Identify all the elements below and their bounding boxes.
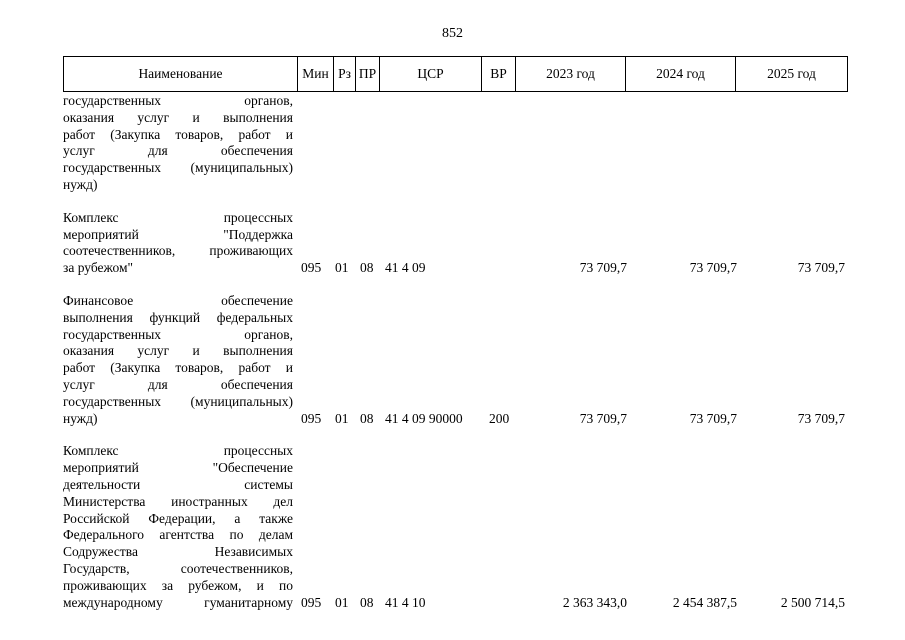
cell-rz: 01 [335,594,349,610]
name-line: Комплекс процессных [63,443,293,459]
name-line: Федерального агентства по делам [63,527,293,543]
cell-2023: 73 709,7 [579,410,627,426]
header-name: Наименование [64,57,298,92]
name-line: нужд) [63,176,98,192]
name-line: работ (Закупка товаров, работ и [63,126,293,142]
name-line: услуг для обеспечения [63,143,293,159]
name-line: проживающих за рубежом, и по [63,577,293,593]
name-line: оказания услуг и выполнения [63,343,293,359]
cell-2025: 2 500 714,5 [780,594,845,610]
row-name [63,93,293,194]
cell-2023: 2 363 343,0 [562,594,627,610]
cell-pr: 08 [360,594,374,610]
name-line: государственных (муниципальных) [63,160,293,176]
cell-rz: 01 [335,260,349,276]
cell-2025: 73 709,7 [797,410,845,426]
row-values [63,260,847,277]
name-line: государственных (муниципальных) [63,393,293,409]
name-line: Содружества Независимых [63,544,293,560]
cell-pr: 08 [360,260,374,276]
header-vr: ВР [482,57,516,92]
header-2024: 2024 год [626,57,736,92]
name-line: государственных органов, [63,326,293,342]
name-line: нужд) [63,410,98,426]
name-line: Министерства иностранных дел [63,493,293,509]
name-line: международному гуманитарному [63,594,293,610]
name-line: выполнения функций федеральных [63,309,293,325]
cell-rz: 01 [335,410,349,426]
page-number: 852 [442,26,463,41]
table-row [63,443,847,611]
header-csr: ЦСР [380,57,482,92]
cell-vr: 200 [489,410,510,426]
cell-min: 095 [301,260,322,276]
cell-2024: 2 454 387,5 [672,594,737,610]
row-values [63,595,847,612]
cell-2024: 73 709,7 [689,260,737,276]
name-line: Российской Федерации, а также [63,510,293,526]
name-line: работ (Закупка товаров, работ и [63,360,293,376]
cell-csr: 41 4 10 [385,594,426,610]
cell-min: 095 [301,594,322,610]
name-line: оказания услуг и выполнения [63,109,293,125]
name-line: Комплекс процессных [63,209,293,225]
cell-csr: 41 4 09 [385,260,426,276]
name-line: Государств, соотечественников, [63,560,293,576]
name-line: за рубежом" [63,260,134,276]
header-2023: 2023 год [516,57,626,92]
table-body [63,93,847,611]
row-values [63,411,847,428]
row-name [63,293,293,427]
name-line: деятельности системы [63,476,293,492]
table-row [63,210,847,277]
header-rz: Рз [334,57,356,92]
cell-min: 095 [301,410,322,426]
name-line: соотечественников, проживающих [63,243,293,259]
name-line: государственных органов, [63,93,293,108]
header-pr: ПР [356,57,380,92]
name-line: услуг для обеспечения [63,376,293,392]
table-row [63,293,847,427]
cell-2025: 73 709,7 [797,260,845,276]
cell-2024: 73 709,7 [689,410,737,426]
table-row [63,93,847,194]
header-min: Мин [298,57,334,92]
header-2025: 2025 год [736,57,848,92]
cell-2023: 73 709,7 [579,260,627,276]
row-name [63,443,293,611]
table-header [63,56,848,92]
name-line: мероприятий "Обеспечение [63,460,293,476]
name-line: мероприятий "Поддержка [63,226,293,242]
name-line: Финансовое обеспечение [63,292,293,308]
cell-pr: 08 [360,410,374,426]
cell-csr: 41 4 09 90000 [385,410,463,426]
